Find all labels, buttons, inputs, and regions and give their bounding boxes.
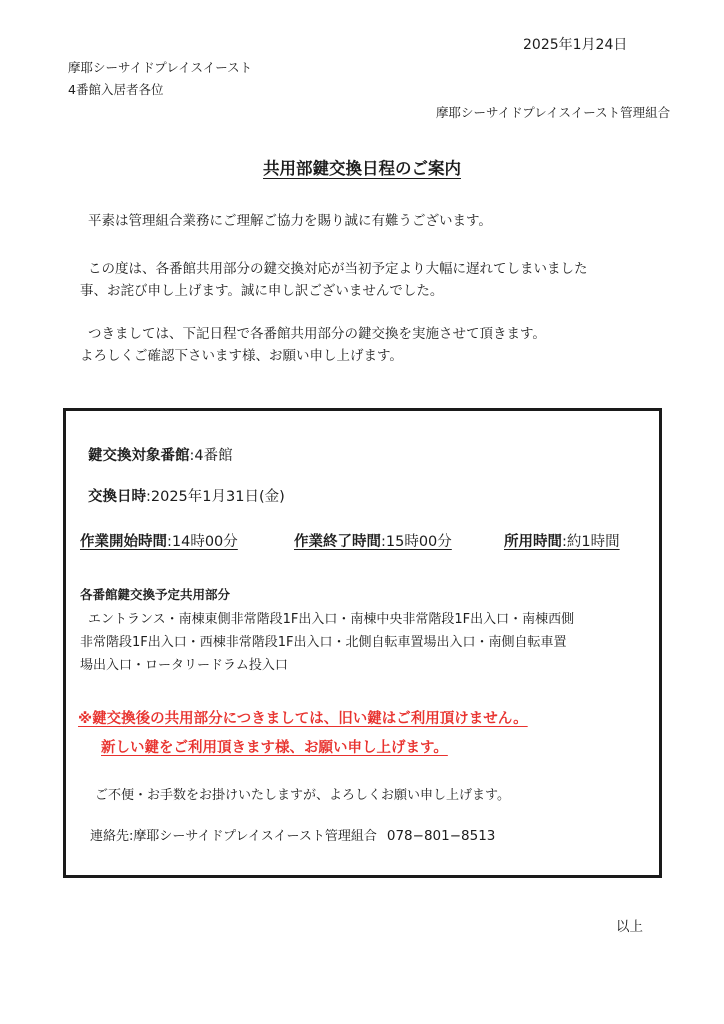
end-mark: 以上 bbox=[616, 919, 643, 935]
target-building-value: :4番館 bbox=[189, 448, 233, 464]
paragraph-schedule-line-1: つきましては、下記日程で各番館共用部分の鍵交換を実施させて頂きます。 bbox=[88, 326, 546, 342]
exchange-date-value: :2025年1月31日(金) bbox=[146, 489, 285, 505]
document-title: 共用部鍵交換日程のご案内 bbox=[263, 159, 461, 178]
paragraph-greeting: 平素は管理組合業務にご理解ご協力を賜り誠に有難うございます。 bbox=[88, 213, 492, 229]
target-building-label: 鍵交換対象番館 bbox=[88, 448, 190, 464]
contact-info bbox=[90, 825, 495, 844]
contact-label: 連絡先:摩耶シーサイドプレイスイースト管理組合 bbox=[90, 829, 377, 844]
end-time-value: :15時00分 bbox=[381, 534, 452, 550]
document-date: 2025年1月24日 bbox=[523, 37, 628, 53]
recipient-line-2: 4番館入居者各位 bbox=[68, 82, 164, 97]
start-time-label: 作業開始時間 bbox=[80, 534, 167, 550]
target-building bbox=[88, 444, 233, 465]
sender-name: 摩耶シーサイドプレイスイースト管理組合 bbox=[436, 105, 671, 120]
warning-line-2: 新しい鍵をご利用頂きます様、お願い申し上げます。 bbox=[101, 740, 448, 756]
duration bbox=[504, 530, 620, 551]
start-time bbox=[80, 530, 238, 551]
exchange-date bbox=[88, 485, 285, 506]
end-time-label: 作業終了時間 bbox=[294, 534, 381, 550]
start-time-value: :14時00分 bbox=[167, 534, 238, 550]
exchange-date-label: 交換日時 bbox=[88, 489, 146, 505]
apology-note: ご不便・お手数をお掛けいたしますが、よろしくお願い申し上げます。 bbox=[95, 788, 510, 803]
duration-label: 所用時間 bbox=[504, 534, 562, 550]
areas-heading: 各番館鍵交換予定共用部分 bbox=[80, 587, 231, 602]
areas-line-3: 場出入口・ロータリードラム投入口 bbox=[80, 658, 288, 673]
areas-line-2: 非常階段1F出入口・西棟非常階段1F出入口・北側自転車置場出入口・南側自転車置 bbox=[80, 635, 567, 650]
paragraph-apology-line-2: 事、お詫び申し上げます。誠に申し訳ございませんでした。 bbox=[80, 283, 444, 299]
recipient-line-1: 摩耶シーサイドプレイスイースト bbox=[68, 60, 253, 75]
warning-line-1: ※鍵交換後の共用部分につきましては、旧い鍵はご利用頂けません。 bbox=[78, 711, 528, 727]
paragraph-apology-line-1: この度は、各番館共用部分の鍵交換対応が当初予定より大幅に遅れてしまいました bbox=[88, 261, 588, 277]
duration-value: :約1時間 bbox=[562, 534, 620, 550]
areas-line-1: エントランス・南棟東側非常階段1F出入口・南棟中央非常階段1F出入口・南棟西側 bbox=[88, 612, 575, 627]
contact-phone: 078−801−8513 bbox=[386, 828, 496, 844]
paragraph-schedule-line-2: よろしくご確認下さいます様、お願い申し上げます。 bbox=[80, 348, 403, 364]
end-time bbox=[294, 530, 452, 551]
